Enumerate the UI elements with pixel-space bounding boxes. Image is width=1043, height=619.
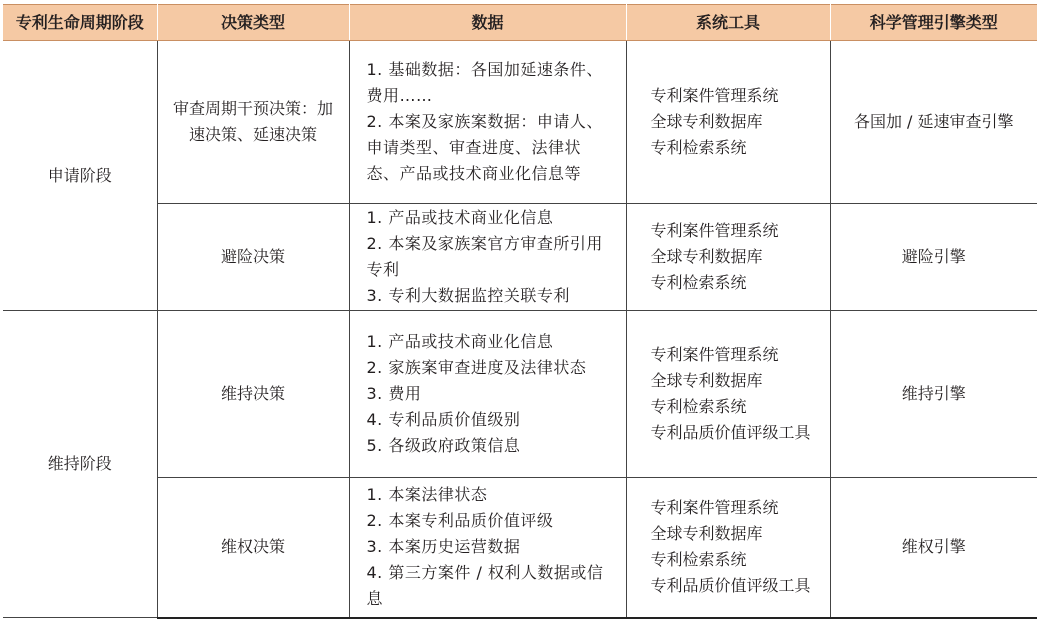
system-tool-item: 专利案件管理系统 [650, 345, 779, 364]
data-line: 2. 本案及家族案数据：申请人、申请类型、审查进度、法律状态、产品或技术商业化信息等 [366, 112, 603, 183]
system-tool-item: 专利检索系统 [650, 550, 747, 570]
system-tools-cell [626, 41, 830, 204]
lifecycle-decision-table [3, 4, 1037, 619]
system-tool-item: 专利案件管理系统 [650, 221, 779, 240]
header-stage: 专利生命周期阶段 [3, 5, 157, 41]
header-decision-type: 决策类型 [157, 5, 349, 41]
table-row [3, 478, 1037, 618]
data-line: 2. 家族案审查进度及法律状态 [366, 358, 587, 377]
stage-cell-application: 申请阶段 [3, 41, 157, 311]
decision-type-cell: 避险决策 [157, 204, 349, 311]
system-tool-item: 全球专利数据库 [650, 247, 763, 266]
data-line: 4. 专利品质价值级别 [366, 410, 521, 429]
data-cell [349, 204, 626, 311]
stage-cell-maintenance: 维持阶段 [3, 311, 157, 618]
data-line: 4. 第三方案件 / 权利人数据或信息 [366, 563, 604, 609]
system-tools-cell [626, 311, 830, 478]
table-row [3, 204, 1037, 311]
engine-type-cell: 避险引擎 [830, 204, 1037, 311]
system-tool-item: 专利品质价值评级工具 [650, 576, 811, 596]
data-line: 1. 产品或技术商业化信息 [366, 208, 554, 227]
decision-type-cell: 维权决策 [157, 478, 349, 618]
data-cell [349, 41, 626, 204]
data-line: 3. 本案历史运营数据 [366, 537, 521, 557]
engine-type-cell: 各国加 / 延速审查引擎 [830, 41, 1037, 204]
engine-type-cell: 维持引擎 [830, 311, 1037, 478]
system-tools-cell [626, 204, 830, 311]
table-row [3, 41, 1037, 204]
table-row [3, 311, 1037, 478]
header-row [3, 5, 1037, 41]
data-line: 1. 基础数据：各国加延速条件、费用…… [366, 60, 603, 105]
system-tool-item: 专利检索系统 [650, 138, 747, 157]
data-cell [349, 478, 626, 618]
data-line: 3. 费用 [366, 384, 422, 403]
system-tool-item: 全球专利数据库 [650, 112, 763, 131]
header-system-tools: 系统工具 [626, 5, 830, 41]
system-tool-item: 全球专利数据库 [650, 371, 763, 390]
data-line: 1. 本案法律状态 [366, 485, 488, 505]
decision-type-cell: 审查周期干预决策：加速决策、延速决策 [157, 41, 349, 204]
system-tool-item: 全球专利数据库 [650, 524, 763, 544]
system-tool-item: 专利品质价值评级工具 [650, 423, 811, 442]
system-tool-item: 专利检索系统 [650, 273, 747, 292]
decision-type-cell: 维持决策 [157, 311, 349, 478]
system-tool-item: 专利案件管理系统 [650, 498, 779, 518]
system-tool-item: 专利案件管理系统 [650, 86, 779, 105]
header-engine-type: 科学管理引擎类型 [830, 5, 1037, 41]
header-data: 数据 [349, 5, 626, 41]
data-cell [349, 311, 626, 478]
data-line: 2. 本案及家族案官方审查所引用专利 [366, 234, 603, 279]
system-tools-cell [626, 478, 830, 618]
engine-type-cell: 维权引擎 [830, 478, 1037, 618]
system-tool-item: 专利检索系统 [650, 397, 747, 416]
data-line: 5. 各级政府政策信息 [366, 436, 521, 455]
data-line: 2. 本案专利品质价值评级 [366, 511, 554, 531]
data-line: 3. 专利大数据监控关联专利 [366, 286, 570, 305]
data-line: 1. 产品或技术商业化信息 [366, 332, 554, 351]
